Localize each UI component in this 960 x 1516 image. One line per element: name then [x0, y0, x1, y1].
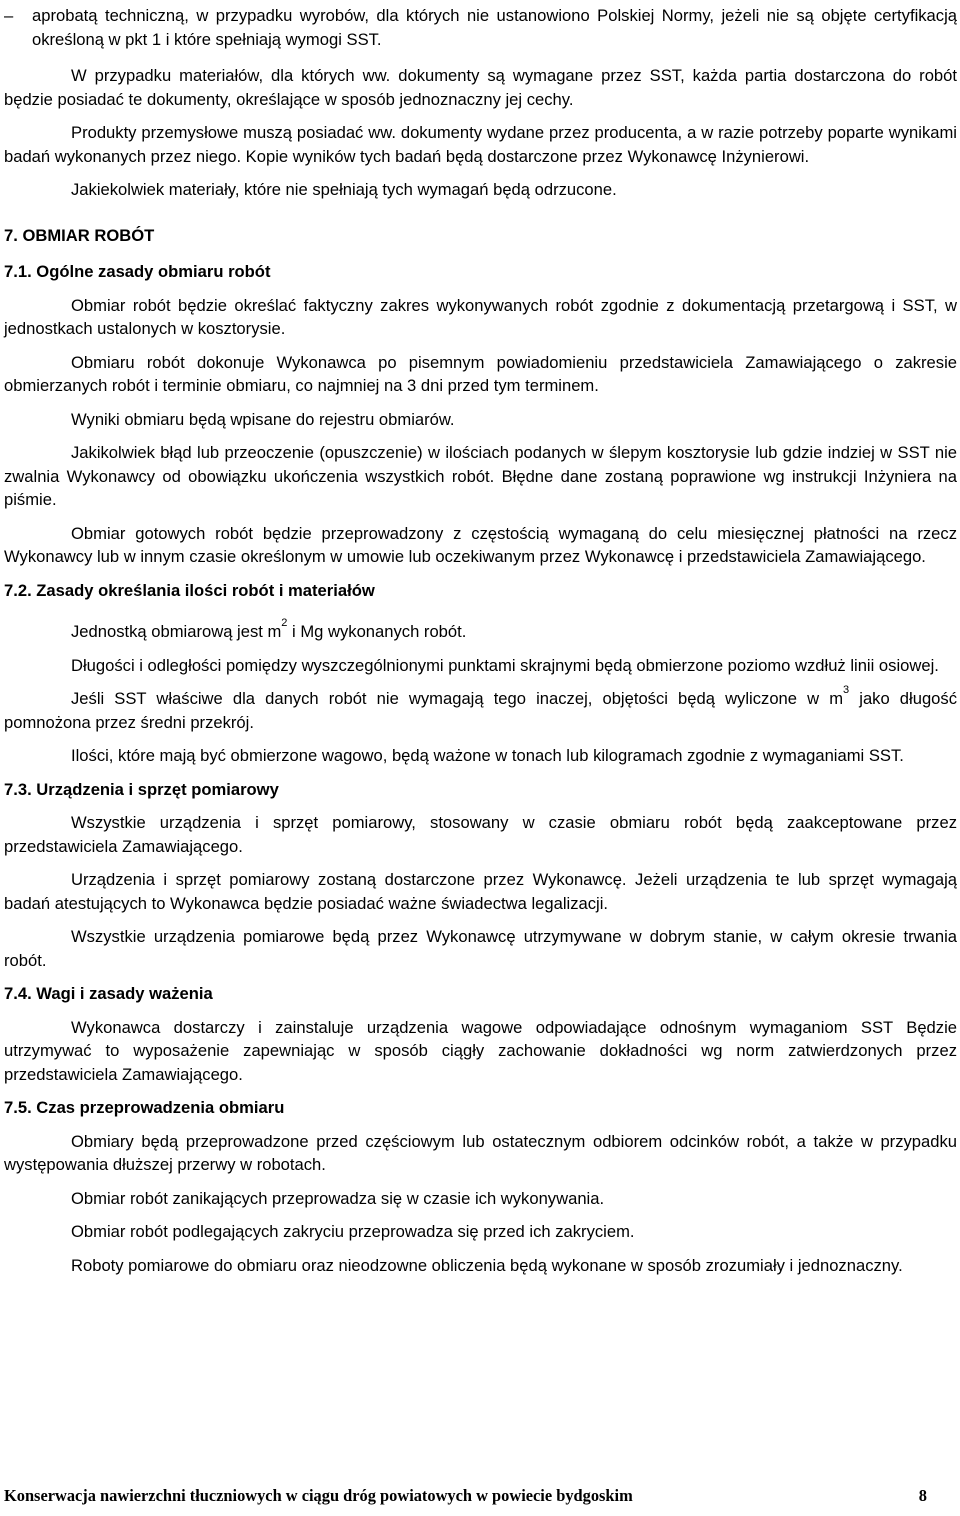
- paragraph: Wyniki obmiaru będą wpisane do rejestru obmiarów.: [71, 409, 455, 429]
- paragraph: Roboty pomiarowe do obmiaru oraz nieodzowne obliczenia będą wykonane w sposób zrozumiały i jednoznaczny.: [71, 1255, 903, 1275]
- footer-title: Konserwacja nawierzchni tłuczniowych w ciągu dróg powiatowych w powiecie bydgoskim: [4, 1486, 633, 1505]
- text-run: Jeśli SST właściwe dla danych robót nie wymagają tego inaczej, objętości będą wyliczone w m: [71, 689, 844, 708]
- document-body: [4, 4, 957, 1287]
- text-run: jako długość pomnożona przez średni przekrój.: [4, 689, 957, 732]
- paragraph: Urządzenia i sprzęt pomiarowy zostaną dostarczone przez Wykonawcę. Jeżeli urządzenia te lub sprzęt wymagają badań atestujących to Wykonawca będzie posiadać ważne świadectwa legalizacji.: [4, 870, 957, 913]
- text-run: i Mg wykonanych robót.: [287, 622, 467, 641]
- section-heading-7-2: 7.2. Zasady określania ilości robót i materiałów: [4, 580, 375, 600]
- section-heading-7-1: 7.1. Ogólne zasady obmiaru robót: [4, 262, 271, 281]
- list-item-text: aprobatą techniczną, w przypadku wyrobów, dla których nie ustanowiono Polskiej Normy, jeżeli nie są objęte certyfikacją określoną w pkt 1 i które spełniają wymogi SST.: [32, 6, 957, 49]
- list-dash: –: [4, 6, 14, 25]
- page-number: 8: [918, 1486, 927, 1505]
- paragraph: Jakiekolwiek materiały, które nie spełniają tych wymagań będą odrzucone.: [71, 180, 617, 199]
- paragraph: Obmiar gotowych robót będzie przeprowadzony z częstością wymaganą do celu miesięcznej płatności na rzecz Wykonawcy lub w innym czasie określonym w umowie lub oczekiwanym przez Wykonawcę i przedstawiciela Zamawiającego.: [4, 523, 957, 566]
- paragraph: Jakikolwiek błąd lub przeoczenie (opuszczenie) w ilościach podanych w ślepym kosztorysie lub gdzie indziej w SST nie zwalnia Wykonawcy od obowiązku ukończenia wszystkich robót. Błędne dane zostaną poprawione wg instrukcji Inżyniera na piśmie.: [4, 443, 957, 509]
- section-heading-7: 7. OBMIAR ROBÓT: [4, 225, 155, 245]
- paragraph: Obmiaru robót dokonuje Wykonawca po pisemnym powiadomieniu przedstawiciela Zamawiającego o zakresie obmierzanych robót i terminie obmiaru, co najmniej na 3 dni przed tym terminem.: [4, 352, 957, 395]
- paragraph: Obmiar robót zanikających przeprowadza się w czasie ich wykonywania.: [71, 1188, 605, 1208]
- section-heading-7-3: 7.3. Urządzenia i sprzęt pomiarowy: [4, 779, 279, 799]
- list-item: [4, 4, 957, 51]
- paragraph: Produkty przemysłowe muszą posiadać ww. dokumenty wydane przez producenta, a w razie potrzeby poparte wynikami badań wykonanych przez niego. Kopie wyników tych badań będą dostarczone przez Wykonawcę Inżynierowi.: [4, 123, 957, 166]
- paragraph: Obmiary będą przeprowadzone przed częściowym lub ostatecznym odbiorem odcinków robót, a także w przypadku występowania dłuższej przerwy w robotach.: [4, 1131, 957, 1174]
- paragraph: [4, 617, 957, 644]
- page-footer: [4, 1486, 927, 1506]
- section-heading-7-5: 7.5. Czas przeprowadzenia obmiaru: [4, 1098, 285, 1117]
- paragraph: Długości i odległości pomiędzy wyszczególnionymi punktami skrajnymi będą obmierzone poziomo wzdłuż linii osiowej.: [71, 655, 939, 675]
- paragraph: Ilości, które mają być obmierzone wagowo, będą ważone w tonach lub kilogramach zgodnie z wymaganiami SST.: [71, 746, 904, 765]
- paragraph: Wykonawca dostarczy i zainstaluje urządzenia wagowe odpowiadające odnośnym wymaganiom SST Będzie utrzymywać to wyposażenie zapewniając w sposób ciągły zachowanie dokładności wg norm zatwierdzonych przez przedstawiciela Zamawiającego.: [4, 1017, 957, 1084]
- paragraph: Wszystkie urządzenia pomiarowe będą przez Wykonawcę utrzymywane w dobrym stanie, w całym okresie trwania robót.: [4, 927, 957, 970]
- paragraph: [4, 684, 957, 734]
- paragraph: Obmiar robót będzie określać faktyczny zakres wykonywanych robót zgodnie z dokumentacją przetargową i SST, w jednostkach ustalonych w kosztorysie.: [4, 295, 957, 338]
- paragraph: Wszystkie urządzenia i sprzęt pomiarowy, stosowany w czasie obmiaru robót będą zaakceptowane przez przedstawiciela Zamawiającego.: [4, 813, 957, 856]
- section-heading-7-4: 7.4. Wagi i zasady ważenia: [4, 984, 213, 1003]
- superscript: 2: [281, 617, 288, 629]
- paragraph: W przypadku materiałów, dla których ww. dokumenty są wymagane przez SST, każda partia dostarczona do robót będzie posiadać te dokumenty, określające w sposób jednoznaczny jej cechy.: [4, 66, 957, 109]
- text-run: Jednostką obmiarową jest m: [71, 622, 282, 641]
- superscript: 3: [843, 684, 850, 696]
- paragraph: Obmiar robót podlegających zakryciu przeprowadza się przed ich zakryciem.: [71, 1222, 635, 1241]
